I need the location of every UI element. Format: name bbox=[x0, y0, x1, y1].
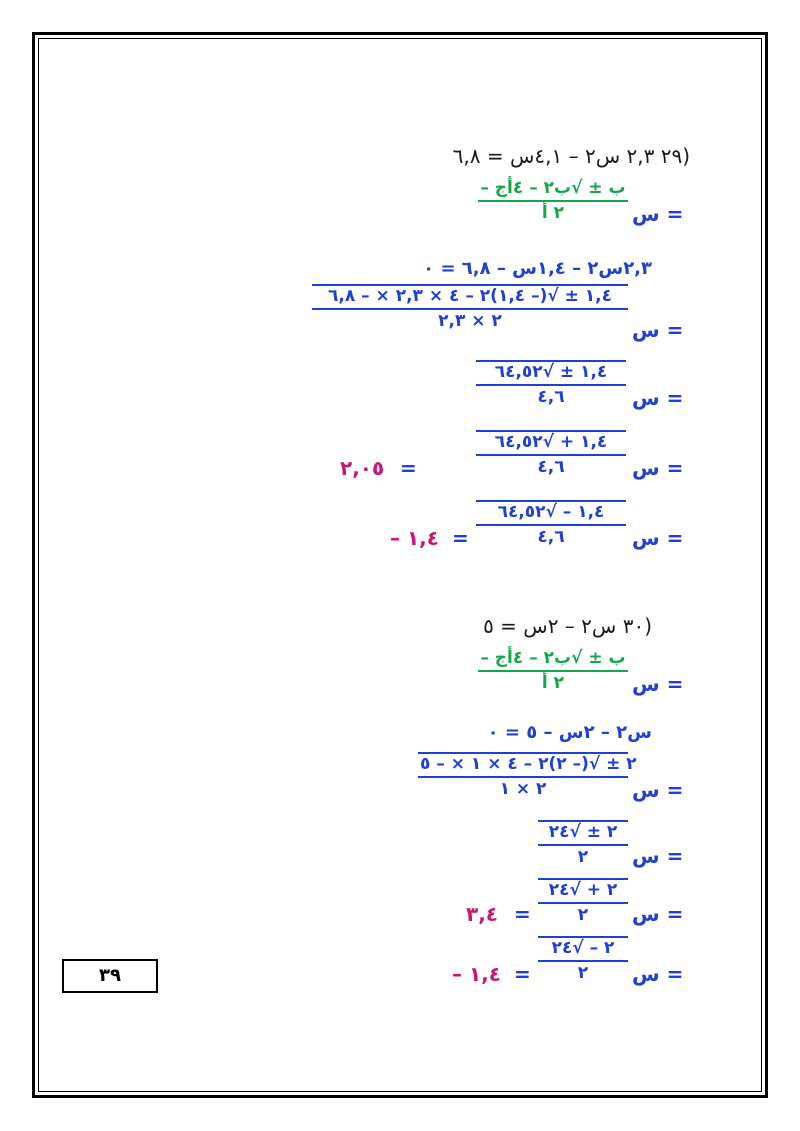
p30-root-2: – ١,٤ bbox=[452, 962, 501, 986]
simplified-denominator: ٤,٦ bbox=[537, 387, 565, 407]
p30-lhs-4: س = bbox=[632, 902, 684, 926]
plus-numerator: ٢ + √٢٤ bbox=[538, 878, 628, 902]
minus-denominator: ٢ bbox=[577, 963, 589, 983]
p30-standard-form: س٢ – ٢س – ٥ = ٠ bbox=[487, 722, 652, 743]
p29-lhs-4: س = bbox=[632, 456, 684, 480]
minus-numerator: ٢ – √٢٤ bbox=[538, 936, 628, 960]
simplified-denominator: ٢ bbox=[577, 847, 589, 867]
substitution-numerator: ٢ ± √(– ٢)٢ – ٤ × ١ × – ٥ bbox=[420, 754, 637, 774]
p29-lhs-1: س = bbox=[632, 202, 684, 226]
p30-quadratic-formula bbox=[478, 648, 628, 693]
substitution-numerator: ١,٤ ± √(– ١,٤)٢ – ٤ × ٢,٣ × – ٦,٨ bbox=[312, 284, 628, 308]
p29-lhs-2: س = bbox=[632, 318, 684, 342]
substitution-denominator: ٢ × ٢,٣ bbox=[438, 311, 502, 331]
formula-denominator: ٢ أ bbox=[541, 203, 565, 223]
p30-lhs-1: س = bbox=[632, 672, 684, 696]
substitution-denominator: ٢ × ١ bbox=[499, 779, 547, 799]
p29-lhs-3: س = bbox=[632, 386, 684, 410]
p29-root-2: – ١,٤ bbox=[390, 526, 439, 550]
p30-simplified bbox=[538, 820, 628, 867]
problem-30-header: (٣٠ س٢ – ٢س = ٥ bbox=[483, 614, 652, 638]
p30-substitution bbox=[418, 752, 637, 799]
minus-numerator: ١,٤ – √٦٤,٥٢ bbox=[476, 500, 626, 524]
p30-plus-root bbox=[538, 878, 628, 925]
plus-denominator: ٤,٦ bbox=[537, 457, 565, 477]
formula-denominator: ٢ أ bbox=[541, 673, 565, 693]
plus-denominator: ٢ bbox=[577, 905, 589, 925]
p29-plus-root bbox=[476, 430, 626, 477]
p29-root-1: ٢,٠٥ bbox=[340, 456, 385, 480]
problem-29-header: (٢٩ ٢,٣ س٢ – ٤,١س = ٦,٨ bbox=[452, 144, 690, 168]
simplified-numerator: ٢ ± √٢٤ bbox=[538, 820, 628, 844]
minus-denominator: ٤,٦ bbox=[537, 527, 565, 547]
p30-lhs-3: س = bbox=[632, 844, 684, 868]
p29-minus-root bbox=[476, 500, 626, 547]
formula-numerator: – ب ± √ب٢ – ٤أج bbox=[480, 648, 626, 668]
plus-numerator: ١,٤ + √٦٤,٥٢ bbox=[476, 430, 626, 454]
page-number: ٣٩ bbox=[62, 959, 158, 993]
p30-root-1: ٣,٤ bbox=[466, 902, 499, 926]
p29-quadratic-formula bbox=[478, 178, 628, 223]
formula-numerator: – ب ± √ب٢ – ٤أج bbox=[480, 178, 626, 198]
simplified-numerator: ١,٤ ± √٦٤,٥٢ bbox=[476, 360, 626, 384]
p29-standard-form: ٢,٣س٢ – ١,٤س – ٦,٨ = ٠ bbox=[423, 258, 652, 279]
p30-minus-root bbox=[538, 936, 628, 983]
p29-lhs-5: س = bbox=[632, 526, 684, 550]
p29-simplified bbox=[476, 360, 626, 407]
page-border-inner bbox=[38, 38, 762, 1092]
p29-substitution bbox=[312, 284, 628, 331]
p30-lhs-2: س = bbox=[632, 778, 684, 802]
p30-lhs-5: س = bbox=[632, 962, 684, 986]
